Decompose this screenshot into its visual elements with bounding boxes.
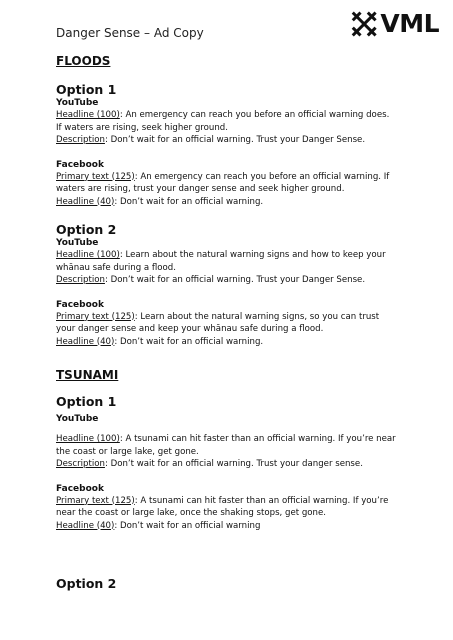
floods-o2-facebook-primary [56,311,396,336]
tsunami-o1-facebook-label: Facebook [56,483,104,494]
field-key: Headline (100) [56,110,120,120]
tsunami-o1-facebook-primary [56,495,396,520]
floods-o2-youtube-label: YouTube [56,238,99,248]
floods-o1-youtube-headline [56,109,396,134]
tsunami-o1-youtube-description [56,458,396,471]
field-key: Headline (40) [56,336,115,347]
field-value: : Don’t wait for an official warning. Trust your danger sense. [104,459,363,469]
floods-o2-facebook-headline [56,336,396,349]
field-key: Primary text (125) [56,495,135,506]
field-key: Description [56,459,105,469]
vml-logo-icon [351,10,377,38]
field-value: : Learn about the natural warning signs and how to keep your whānau safe during a flood. [56,250,386,273]
floods-o1-facebook-headline [56,196,396,209]
tsunami-option-1-title: Option 1 [56,394,117,409]
field-key: Headline (40) [56,196,115,207]
tsunami-o1-youtube-headline [56,433,396,458]
field-value: : An emergency can reach you before an official warning. If waters are rising, trust your danger sense and seek higher ground. [56,171,390,194]
field-value: : Learn about the natural warning signs, so you can trust your danger sense and keep your whānau safe during a flood. [56,311,380,334]
field-value: : Don’t wait for an official warning [114,520,261,531]
field-value: : A tsunami can hit faster than an official warning. If you’re near the coast or large lake, get gone. [56,434,396,457]
floods-o1-facebook-primary [56,171,396,196]
floods-option-2-title: Option 2 [56,222,117,237]
floods-o1-youtube-label: YouTube [56,98,99,108]
field-key: Headline (100) [56,434,120,444]
field-key: Headline (100) [56,250,120,260]
vml-logo [351,10,439,38]
floods-o2-youtube-headline [56,249,396,274]
section-title-floods: FLOODS [56,54,111,68]
floods-o2-facebook-label: Facebook [56,299,104,310]
field-key: Primary text (125) [56,311,135,322]
field-key: Primary text (125) [56,171,135,182]
floods-option-1-title: Option 1 [56,82,117,97]
floods-o2-youtube-description [56,274,396,287]
section-title-tsunami: TSUNAMI [56,368,119,382]
tsunami-o1-facebook-headline [56,520,396,533]
field-value: : Don’t wait for an official warning. Trust your Danger Sense. [104,135,366,145]
tsunami-o1-youtube-label: YouTube [56,414,99,424]
field-value: : Don’t wait for an official warning. Trust your Danger Sense. [104,275,366,285]
field-key: Description [56,275,105,285]
field-value: : An emergency can reach you before an official warning does. If waters are rising, seek higher ground. [56,110,390,133]
floods-o1-facebook-label: Facebook [56,159,104,170]
tsunami-option-2-title: Option 2 [56,576,117,591]
field-key: Headline (40) [56,520,115,531]
field-key: Description [56,135,105,145]
floods-o1-youtube-description [56,134,396,147]
field-value: : Don’t wait for an official warning. [114,336,264,347]
field-value: : Don’t wait for an official warning. [114,196,264,207]
logo-text: VML [380,9,439,38]
document-title: Danger Sense – Ad Copy [56,26,204,40]
document-body [56,54,396,591]
field-value: : A tsunami can hit faster than an official warning. If you’re near the coast or large lake, once the shaking stops, get gone. [56,495,389,518]
